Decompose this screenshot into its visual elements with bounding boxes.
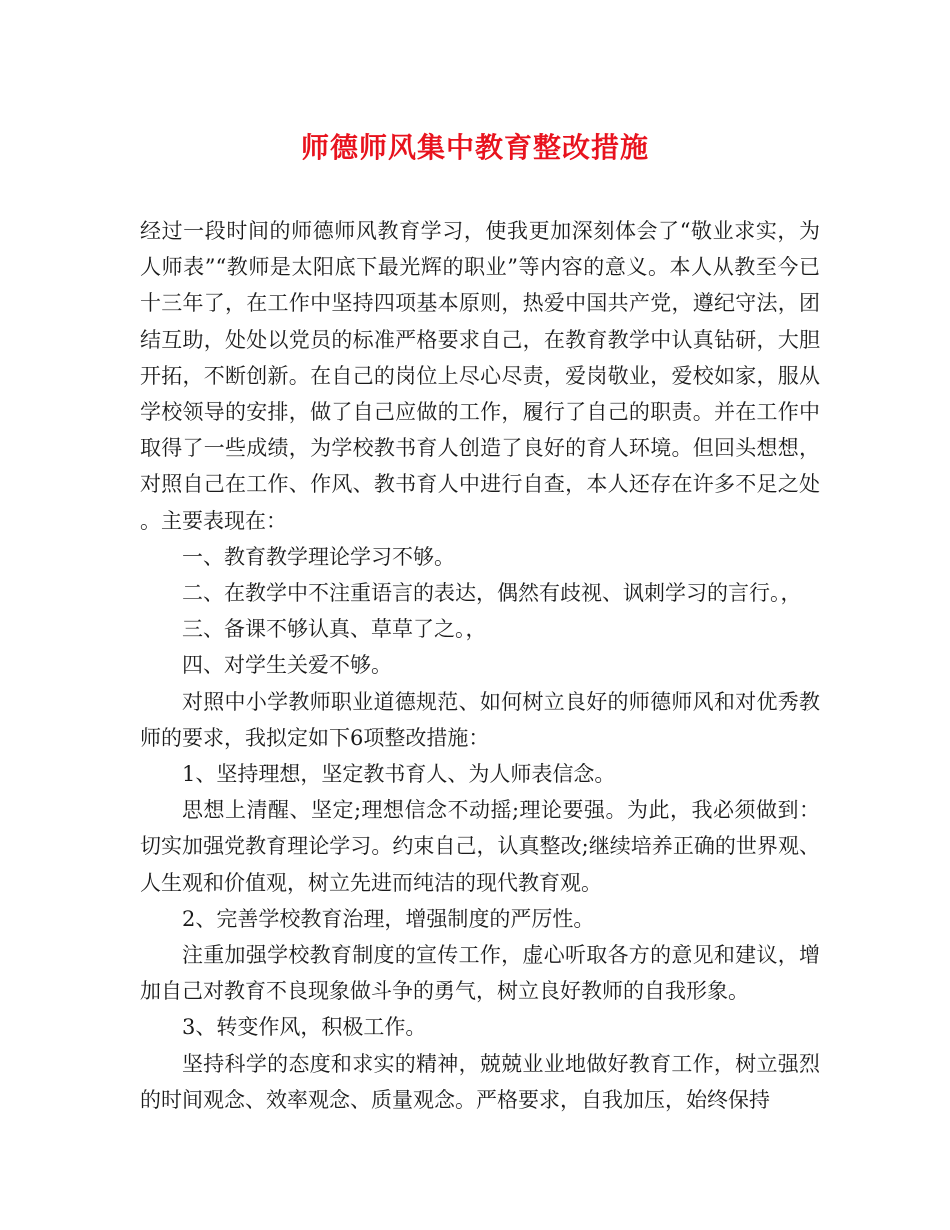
- paragraph-measure-2-heading: 2、完善学校教育治理，增强制度的严厉性。: [182, 906, 595, 931]
- paragraph-intro: 经过一段时间的师德师风教育学习，使我更加深刻体会了“敬业求实，为人师表”“教师是太阳底下最光辉的职业”等内容的意义。本人从教至今已十三年了，在工作中坚持四项基本原则，热爱中国共产党，遵纪守法，团结互助，处处以党员的标准严格要求自己，在教育教学中认真钻研，大胆开拓，不断创新。在自己的岗位上尽心尽责，爱岗敬业，爱校如家，服从学校领导的安排，做了自己应做的工作，履行了自己的职责。并在工作中取得了一些成绩，为学校教书育人创造了良好的育人环境。但回头想想，对照自己在工作、作风、教书育人中进行自查，本人还存在许多不足之处。主要表现在：: [140, 219, 820, 533]
- paragraph-measure-2-body: 注重加强学校教育制度的宣传工作，虚心听取各方的意见和建议，增加自己对教育不良现象做斗争的勇气，树立良好教师的自我形象。: [140, 943, 820, 1004]
- paragraph-measures-intro: 对照中小学教师职业道德规范、如何树立良好的师德师风和对优秀教师的要求，我拟定如下6项整改措施：: [140, 689, 820, 750]
- document-title: 师德师风集中教育整改措施: [300, 131, 649, 164]
- paragraph-problem-3: 三、备课不够认真、草草了之。，: [182, 617, 487, 642]
- document-body: [140, 213, 820, 1118]
- paragraph-problem-2: 二、在教学中不注重语言的表达，偶然有歧视、讽刺学习的言行。，: [182, 581, 802, 606]
- paragraph-measure-3-heading: 3、转变作风，积极工作。: [182, 1015, 427, 1040]
- paragraph-measure-1-body: 思想上清醒、坚定;理想信念不动摇;理论要强。为此，我必须做到：切实加强党教育理论学习。约束自己，认真整改;继续培养正确的世界观、人生观和价值观，树立先进而纯洁的现代教育观。: [140, 798, 820, 895]
- paragraph-problem-1: 一、教育教学理论学习不够。: [182, 544, 455, 569]
- paragraph-measure-1-heading: 1、坚持理想，坚定教书育人、为人师表信念。: [182, 762, 616, 787]
- paragraph-measure-3-body: 坚持科学的态度和求实的精神，兢兢业业地做好教育工作，树立强烈的时间观念、效率观念、质量观念。严格要求，自我加压，始终保持: [140, 1051, 820, 1112]
- paragraph-problem-4: 四、对学生关爱不够。: [182, 653, 392, 678]
